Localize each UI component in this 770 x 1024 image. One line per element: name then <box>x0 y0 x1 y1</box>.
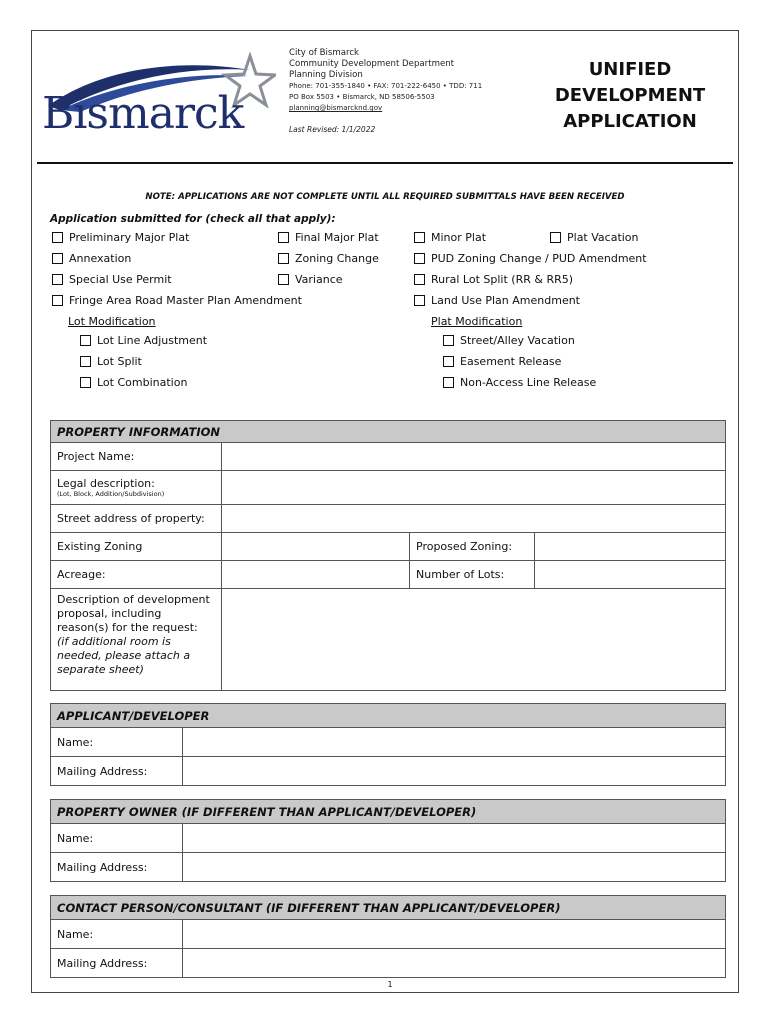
number-of-lots-field[interactable] <box>535 561 726 589</box>
acreage-label: Acreage: <box>51 561 222 589</box>
proposed-zoning-field[interactable] <box>535 533 726 561</box>
option-lot-split[interactable] <box>80 355 142 368</box>
property-information-table <box>50 420 726 691</box>
option-minor-plat[interactable] <box>414 231 486 244</box>
property-owner-table <box>50 799 726 882</box>
option-label: Preliminary Major Plat <box>69 231 190 244</box>
section-header: CONTACT PERSON/CONSULTANT (IF DIFFERENT THAN APPLICANT/DEVELOPER) <box>51 896 726 920</box>
owner-mailing-field[interactable] <box>183 853 726 882</box>
option-lot-combination[interactable] <box>80 376 187 389</box>
option-street-alley-vacation[interactable] <box>443 334 575 347</box>
description-line: proposal, including <box>57 607 162 620</box>
division-name: Planning Division <box>289 70 363 80</box>
option-label: Final Major Plat <box>295 231 379 244</box>
checkbox[interactable] <box>52 274 63 285</box>
checkbox[interactable] <box>278 274 289 285</box>
option-special-use-permit[interactable] <box>52 273 172 286</box>
legal-description-label <box>51 471 222 505</box>
option-non-access-line-release[interactable] <box>443 376 596 389</box>
option-land-use-plan[interactable] <box>414 294 580 307</box>
owner-name-field[interactable] <box>183 824 726 853</box>
city-name: City of Bismarck <box>289 48 360 58</box>
checkbox[interactable] <box>278 232 289 243</box>
owner-mailing-label: Mailing Address: <box>51 853 183 882</box>
option-plat-vacation[interactable] <box>550 231 639 244</box>
option-label: Plat Vacation <box>567 231 639 244</box>
section-header: PROPERTY INFORMATION <box>51 421 726 443</box>
option-variance[interactable] <box>278 273 343 286</box>
existing-zoning-field[interactable] <box>222 533 410 561</box>
option-label: Street/Alley Vacation <box>460 334 575 347</box>
option-label: Lot Split <box>97 355 142 368</box>
checkbox[interactable] <box>52 253 63 264</box>
contact-mailing-field[interactable] <box>183 949 726 978</box>
checkbox[interactable] <box>80 335 91 346</box>
checkbox[interactable] <box>278 253 289 264</box>
description-hint-line: needed, please attach a <box>57 649 191 662</box>
proposed-zoning-label: Proposed Zoning: <box>410 533 535 561</box>
checkbox[interactable] <box>414 232 425 243</box>
option-label: Minor Plat <box>431 231 487 244</box>
checkbox[interactable] <box>414 274 425 285</box>
option-fringe-area-road[interactable] <box>52 294 302 307</box>
applicant-mailing-field[interactable] <box>183 757 726 786</box>
description-hint-line: separate sheet) <box>57 663 144 676</box>
checkbox[interactable] <box>414 295 425 306</box>
street-address-label: Street address of property: <box>51 505 222 533</box>
logo-wordmark: Bismarck <box>42 88 244 139</box>
legal-description-text: Legal description: <box>57 477 155 490</box>
option-easement-release[interactable] <box>443 355 561 368</box>
department-contact-block <box>289 48 482 135</box>
plat-modification-heading: Plat Modification <box>431 315 523 328</box>
contact-person-table <box>50 895 726 978</box>
project-name-field[interactable] <box>222 443 726 471</box>
checkbox[interactable] <box>443 377 454 388</box>
contact-mailing-label: Mailing Address: <box>51 949 183 978</box>
checkbox[interactable] <box>443 356 454 367</box>
description-hint-line: (if additional room is <box>57 635 171 648</box>
option-label: Special Use Permit <box>69 273 172 286</box>
contact-name-label: Name: <box>51 920 183 949</box>
title-line-2: DEVELOPMENT <box>554 85 706 106</box>
project-name-label: Project Name: <box>51 443 222 471</box>
checkbox[interactable] <box>52 232 63 243</box>
lot-modification-heading: Lot Modification <box>68 315 156 328</box>
section-header: PROPERTY OWNER (IF DIFFERENT THAN APPLICANT/DEVELOPER) <box>51 800 726 824</box>
po-box-line: PO Box 5503 • Bismarck, ND 58506-5503 <box>289 93 435 101</box>
option-preliminary-major-plat[interactable] <box>52 231 189 244</box>
option-label: Variance <box>295 273 343 286</box>
applicant-table <box>50 703 726 786</box>
checkbox[interactable] <box>443 335 454 346</box>
acreage-field[interactable] <box>222 561 410 589</box>
street-address-field[interactable] <box>222 505 726 533</box>
phone-line: Phone: 701-355-1840 • FAX: 701-222-6450 • TDD: 711 <box>289 82 483 90</box>
owner-name-label: Name: <box>51 824 183 853</box>
option-label: Fringe Area Road Master Plan Amendment <box>69 294 302 307</box>
applicant-name-field[interactable] <box>183 728 726 757</box>
option-final-major-plat[interactable] <box>278 231 379 244</box>
legal-description-field[interactable] <box>222 471 726 505</box>
description-label <box>51 589 222 691</box>
form-title <box>545 57 715 135</box>
option-pud-zoning-change[interactable] <box>414 252 647 265</box>
description-line: Description of development <box>57 593 210 606</box>
option-label: Zoning Change <box>295 252 379 265</box>
option-zoning-change[interactable] <box>278 252 379 265</box>
title-line-1: UNIFIED <box>588 59 672 80</box>
email-link[interactable]: planning@bismarcknd.gov <box>289 104 383 112</box>
section-header: APPLICANT/DEVELOPER <box>51 704 726 728</box>
header-divider <box>37 162 733 164</box>
department-name: Community Development Department <box>289 59 455 69</box>
option-lot-line-adjustment[interactable] <box>80 334 207 347</box>
submitted-for-label: Application submitted for (check all that apply): <box>50 213 336 225</box>
contact-name-field[interactable] <box>183 920 726 949</box>
number-of-lots-label: Number of Lots: <box>410 561 535 589</box>
title-line-3: APPLICATION <box>563 111 697 132</box>
checkbox[interactable] <box>550 232 561 243</box>
page-number: 1 <box>387 980 393 989</box>
option-label: Rural Lot Split (RR & RR5) <box>431 273 574 286</box>
completion-note: NOTE: APPLICATIONS ARE NOT COMPLETE UNTIL ALL REQUIRED SUBMITTALS HAVE BEEN RECEIVED <box>145 192 625 202</box>
description-line: reason(s) for the request: <box>57 621 198 634</box>
checkbox[interactable] <box>414 253 425 264</box>
option-label: Non-Access Line Release <box>460 376 597 389</box>
option-label: Lot Line Adjustment <box>97 334 208 347</box>
checkbox[interactable] <box>52 295 63 306</box>
last-revised: Last Revised: 1/1/2022 <box>289 125 376 134</box>
option-label: PUD Zoning Change / PUD Amendment <box>431 252 647 265</box>
checkbox[interactable] <box>80 356 91 367</box>
applicant-mailing-label: Mailing Address: <box>51 757 183 786</box>
option-label: Land Use Plan Amendment <box>431 294 580 307</box>
option-label: Annexation <box>69 252 132 265</box>
checkbox[interactable] <box>80 377 91 388</box>
legal-description-hint: (Lot, Block, Addition/Subdivision) <box>57 490 165 498</box>
applicant-name-label: Name: <box>51 728 183 757</box>
description-field[interactable] <box>222 589 726 691</box>
option-label: Easement Release <box>460 355 562 368</box>
option-label: Lot Combination <box>97 376 188 389</box>
option-annexation[interactable] <box>52 252 131 265</box>
option-rural-lot-split[interactable] <box>414 273 573 286</box>
existing-zoning-label: Existing Zoning <box>51 533 222 561</box>
